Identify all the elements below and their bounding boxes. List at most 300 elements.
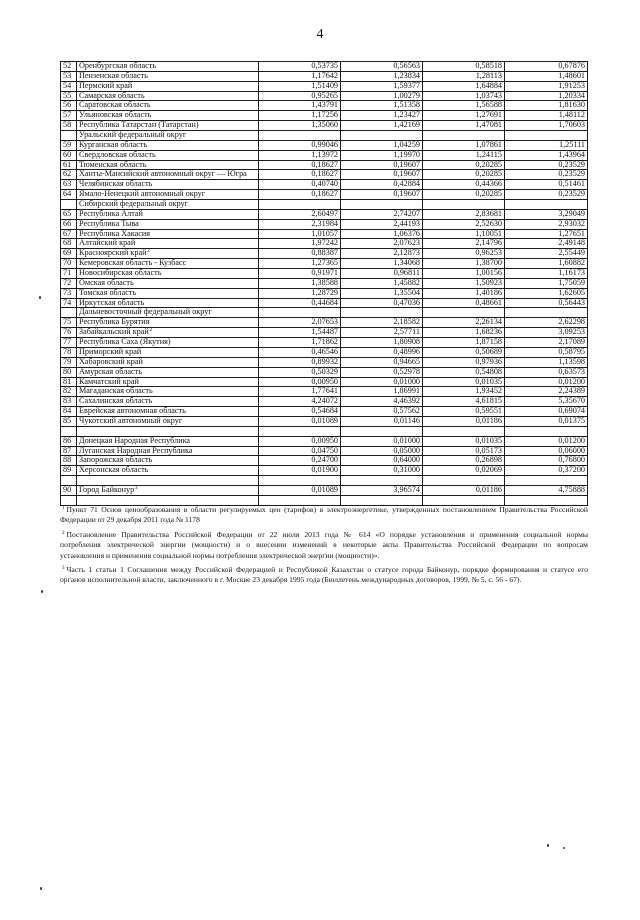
row-number: 76 [61,328,77,338]
value-col-4: 1,62605 [505,289,588,299]
region-name: Свердловская область [79,150,156,159]
region-name-cell [77,486,259,496]
value-col-3: 2,14796 [423,239,505,249]
table-row [61,299,588,309]
region-name: Курганская область [79,140,148,149]
row-number: 87 [61,447,77,457]
region-name-cell [77,190,259,200]
row-number: 68 [61,239,77,249]
value-col-2: 0,19607 [341,170,423,180]
value-col-4: 0,23529 [505,190,588,200]
value-col-4: 0,01375 [505,417,588,427]
value-col-1: 1,01057 [259,230,341,240]
value-col-1: 2,60497 [259,210,341,220]
footnote-text: установления и применения социальной нормы потребления электрической энергии (мощности)». [60,550,380,560]
value-col-3: 1,87158 [423,338,505,348]
value-col-4 [505,476,588,486]
value-col-4 [505,131,588,141]
row-number: 71 [61,269,77,279]
value-col-1: 1,28729 [259,289,341,299]
value-col-3: 1,64884 [423,82,505,92]
footnotes [60,505,588,586]
row-number: 83 [61,397,77,407]
region-name-cell [77,466,259,476]
value-col-3: 0,01186 [423,486,505,496]
value-col-1: 0,54684 [259,407,341,417]
value-col-1: 0,24700 [259,456,341,466]
table-row [61,407,588,417]
value-col-2: 0,48996 [341,348,423,358]
value-col-2: 1,80908 [341,338,423,348]
region-name: Тюменская область [79,160,147,169]
region-name-cell [77,220,259,230]
table-row [61,161,588,171]
region-name: Республика Алтай [79,209,143,218]
value-col-3: 0,97936 [423,358,505,368]
value-col-2: 0,47036 [341,299,423,309]
value-col-4: 2,17089 [505,338,588,348]
region-name: Республика Хакасия [79,229,151,238]
value-col-4: 2,24389 [505,387,588,397]
region-name: Красноярский край [79,249,147,258]
row-number: 69 [61,249,77,259]
value-col-2: 2,18582 [341,318,423,328]
value-col-2: 1,51358 [341,101,423,111]
value-col-3: 0,05173 [423,447,505,457]
footnote-2 [60,530,588,561]
value-col-2: 0,19607 [341,190,423,200]
value-col-1: 1,54487 [259,328,341,338]
region-name-cell [77,141,259,151]
value-col-1: 1,97242 [259,239,341,249]
table-row [61,72,588,82]
value-col-1: 0,44684 [259,299,341,309]
value-col-4: 0,23529 [505,170,588,180]
value-col-4: 1,48112 [505,111,588,121]
scan-speck [40,887,42,890]
value-col-2: 1,42169 [341,121,423,131]
value-col-3: 0,59551 [423,407,505,417]
value-col-2: 2,57711 [341,328,423,338]
region-name-cell [77,378,259,388]
value-col-4: 1,91253 [505,82,588,92]
row-number: 85 [61,417,77,427]
row-number: 72 [61,279,77,289]
value-col-4: 0,69074 [505,407,588,417]
row-number: 70 [61,259,77,269]
value-col-1: 0,95265 [259,92,341,102]
value-col-2: 1,86991 [341,387,423,397]
section-row [61,308,588,318]
district-name: Сибирский федеральный округ [79,200,188,209]
row-number: 86 [61,437,77,447]
value-col-3: 0,20285 [423,190,505,200]
value-col-3: 1,03743 [423,92,505,102]
footnote-text: Федерации от 29 декабря 2011 года № 1178 [60,515,200,525]
row-number: 57 [61,111,77,121]
table-row [61,230,588,240]
region-name-cell [77,447,259,457]
value-col-2 [341,131,423,141]
region-name-cell [77,279,259,289]
value-col-1: 0,00950 [259,378,341,388]
scan-speck [547,844,549,847]
region-name: Город Байконур [79,485,135,494]
region-name-cell [77,476,259,486]
table-row [61,62,588,72]
district-name-cell [77,308,259,318]
row-number: 56 [61,101,77,111]
region-name: Камчатский край [79,377,139,386]
footnote-text: Постановление Правительства Российской Федерации от 22 июля 2013 года № 614 «О порядке установления и применения социальной нормы [66,529,588,539]
table-row [61,239,588,249]
value-col-4: 1,81630 [505,101,588,111]
value-col-1: 0,89932 [259,358,341,368]
region-name-cell [77,230,259,240]
table-row [61,180,588,190]
value-col-3: 0,20285 [423,161,505,171]
value-col-2: 1,00279 [341,92,423,102]
value-col-1: 0,50329 [259,368,341,378]
value-col-1: 1,27365 [259,259,341,269]
page-number: 4 [316,27,324,42]
region-name-cell [77,82,259,92]
value-col-2: 1,35504 [341,289,423,299]
region-name-cell [77,101,259,111]
value-col-3: 2,26134 [423,318,505,328]
region-name: Пензенская область [79,71,148,80]
value-col-2: 1,45882 [341,279,423,289]
table-row [61,170,588,180]
row-number: 58 [61,121,77,131]
value-col-3: 2,52630 [423,220,505,230]
value-col-3: 0,44366 [423,180,505,190]
footnote-text: Часть 1 статьи 1 Соглашения между Российской Федерацией и Республикой Казахстан о статусе города Байконур, порядке формирования и статусе его [66,565,588,575]
section-row [61,200,588,210]
region-name: Херсонская область [79,466,149,475]
footnote-mark: 3 [62,566,65,572]
value-col-3: 0,96253 [423,249,505,259]
region-name: Магаданская область [79,387,153,396]
value-col-1: 2,31984 [259,220,341,230]
row-number: 77 [61,338,77,348]
value-col-3: 1,50923 [423,279,505,289]
value-col-1: 1,17256 [259,111,341,121]
value-col-3: 1,93452 [423,387,505,397]
table-row [61,378,588,388]
value-col-4: 1,25111 [505,141,588,151]
row-number: 64 [61,190,77,200]
row-number: 53 [61,72,77,82]
row-number [61,200,77,210]
footnote-ref: 2 [147,249,150,255]
region-name: Республика Бурятия [79,318,150,327]
row-number: 89 [61,466,77,476]
scan-speck [39,296,41,299]
value-col-1 [259,427,341,437]
value-col-3: 0,01035 [423,378,505,388]
value-col-4: 5,35670 [505,397,588,407]
value-col-2: 2,07623 [341,239,423,249]
region-name: Чукотский автономный округ [79,416,183,425]
value-col-4: 1,60882 [505,259,588,269]
value-col-1: 0,01900 [259,466,341,476]
value-col-1: 1,38588 [259,279,341,289]
region-name-cell [77,318,259,328]
region-name-cell [77,407,259,417]
table-row [61,318,588,328]
value-col-3 [423,476,505,486]
value-col-1 [259,131,341,141]
region-name: Республика Тыва [79,219,139,228]
value-col-2: 0,56563 [341,62,423,72]
value-col-3: 1,68236 [423,328,505,338]
region-name: Алтайский край [79,239,136,248]
row-number: 81 [61,378,77,388]
row-number: 65 [61,210,77,220]
row-number: 90 [61,486,77,496]
region-name: Оренбургская область [79,62,157,70]
row-number: 61 [61,161,77,171]
value-col-4: 0,76800 [505,456,588,466]
value-col-4: 3,29049 [505,210,588,220]
value-col-4: 0,37200 [505,466,588,476]
row-number: 59 [61,141,77,151]
scan-speck [563,847,565,849]
value-col-1: 0,01089 [259,417,341,427]
value-col-3: 0,48661 [423,299,505,309]
value-col-3: 0,54808 [423,368,505,378]
region-name: Сахалинская область [79,397,153,406]
table-row [61,358,588,368]
district-name: Дальневосточный федеральный округ [79,308,212,317]
region-name-cell [77,387,259,397]
tariff-table [60,61,588,506]
value-col-4: 0,51461 [505,180,588,190]
table-row [61,151,588,161]
value-col-3: 1,28113 [423,72,505,82]
row-number: 52 [61,62,77,72]
value-col-1: 1,51409 [259,82,341,92]
value-col-3: 0,50689 [423,348,505,358]
value-col-3: 1,24115 [423,151,505,161]
value-col-1: 0,46546 [259,348,341,358]
region-name-cell [77,456,259,466]
region-name-cell [77,249,259,259]
value-col-2: 0,31000 [341,466,423,476]
value-col-4: 0,01200 [505,437,588,447]
row-number: 75 [61,318,77,328]
row-number: 73 [61,289,77,299]
table-row [61,338,588,348]
region-name: Амурская область [79,367,142,376]
region-name-cell [77,358,259,368]
region-name: Еврейская автономная область [79,407,186,416]
region-name: Хабаровский край [79,357,143,366]
value-col-1: 1,35060 [259,121,341,131]
region-name-cell [77,121,259,131]
value-col-4: 3,09253 [505,328,588,338]
blank-row [61,476,588,486]
value-col-1: 0,53735 [259,62,341,72]
value-col-3: 1,27691 [423,111,505,121]
value-col-1: 2,07653 [259,318,341,328]
table-row [61,259,588,269]
value-col-2: 0,57562 [341,407,423,417]
value-col-2: 2,74207 [341,210,423,220]
footnote-line [60,515,588,525]
table-row [61,269,588,279]
blank-row [61,427,588,437]
footnote-line [60,565,588,575]
region-name: Запорожская область [79,456,153,465]
value-col-2: 0,64000 [341,456,423,466]
table-row [61,141,588,151]
table-row [61,397,588,407]
region-name: Забайкальский край [79,328,149,337]
region-name: Новосибирская область [79,269,162,278]
row-number [61,476,77,486]
row-number: 78 [61,348,77,358]
value-col-2: 0,94665 [341,358,423,368]
table-row [61,348,588,358]
value-col-4: 0,58795 [505,348,588,358]
value-col-2: 0,01000 [341,437,423,447]
value-col-3: 0,20285 [423,170,505,180]
table-row [61,190,588,200]
region-name: Ханты-Мансийский автономный округ — Югра [79,170,247,179]
region-name-cell [77,328,259,338]
value-col-3: 0,58518 [423,62,505,72]
footnote-mark: 1 [62,506,65,511]
region-name: Луганская Народная Республика [79,446,193,455]
row-number: 60 [61,151,77,161]
value-col-2 [341,200,423,210]
value-col-3: 0,01186 [423,417,505,427]
region-name-cell [77,437,259,447]
region-name-cell [77,62,259,72]
table-row [61,249,588,259]
value-col-3: 1,40186 [423,289,505,299]
value-col-4: 0,63573 [505,368,588,378]
value-col-1: 0,91971 [259,269,341,279]
row-number: 54 [61,82,77,92]
row-number: 79 [61,358,77,368]
row-number: 67 [61,230,77,240]
value-col-1: 1,13972 [259,151,341,161]
row-number: 55 [61,92,77,102]
value-col-4: 0,56443 [505,299,588,309]
region-name: Кемеровская область - Кузбасс [79,259,187,268]
value-col-4: 2,55449 [505,249,588,259]
value-col-1: 0,18627 [259,190,341,200]
region-name: Челябинская область [79,180,153,189]
section-row [61,131,588,141]
value-col-3: 0,02069 [423,466,505,476]
table-row [61,456,588,466]
table-row [61,486,588,496]
value-col-2: 0,96811 [341,269,423,279]
value-col-3 [423,131,505,141]
value-col-2: 1,04259 [341,141,423,151]
region-name-cell [77,299,259,309]
region-name-cell [77,427,259,437]
value-col-3: 1,00156 [423,269,505,279]
value-col-1: 0,18627 [259,161,341,171]
value-col-1: 0,04750 [259,447,341,457]
region-name-cell [77,92,259,102]
region-name: Республика Татарстан (Татарстан) [79,121,199,130]
value-col-1: 0,18627 [259,170,341,180]
footnote-line [60,575,588,585]
value-col-2: 1,59377 [341,82,423,92]
value-col-4: 2,62298 [505,318,588,328]
value-col-1 [259,200,341,210]
value-col-4: 2,93032 [505,220,588,230]
value-col-1: 1,43791 [259,101,341,111]
value-col-4: 0,67876 [505,62,588,72]
footnote-line [60,540,588,550]
region-name: Томская область [79,288,137,297]
footnote-line [60,505,588,515]
value-col-4: 2,49148 [505,239,588,249]
table-row [61,437,588,447]
value-col-2: 2,44193 [341,220,423,230]
region-name-cell [77,289,259,299]
value-col-1: 1,17642 [259,72,341,82]
value-col-4: 0,23529 [505,161,588,171]
table-row [61,387,588,397]
region-name-cell [77,180,259,190]
table-row [61,368,588,378]
row-number: 66 [61,220,77,230]
region-name: Донецкая Народная Республика [79,436,191,445]
region-name-cell [77,170,259,180]
region-name-cell [77,397,259,407]
table-row [61,289,588,299]
region-name: Самарская область [79,91,145,100]
value-col-4: 0,06000 [505,447,588,457]
value-col-3: 4,61815 [423,397,505,407]
table-row [61,111,588,121]
footnote-3 [60,565,588,586]
value-col-2: 0,42884 [341,180,423,190]
value-col-1: 0,01089 [259,486,341,496]
value-col-4: 1,20334 [505,92,588,102]
value-col-2: 0,01000 [341,378,423,388]
region-name: Ямало-Ненецкий автономный округ [79,190,206,199]
region-name-cell [77,259,259,269]
region-name-cell [77,417,259,427]
region-name: Приморский край [79,347,142,356]
row-number: 82 [61,387,77,397]
value-col-4: 4,75888 [505,486,588,496]
value-col-4: 1,48601 [505,72,588,82]
district-name-cell [77,200,259,210]
value-col-4: 1,75059 [505,279,588,289]
table-row [61,220,588,230]
value-col-4: 1,16173 [505,269,588,279]
region-name-cell [77,239,259,249]
value-col-2 [341,427,423,437]
region-name-cell [77,269,259,279]
value-col-3: 1,10051 [423,230,505,240]
value-col-2 [341,308,423,318]
row-number: 63 [61,180,77,190]
region-name: Иркутская область [79,298,145,307]
value-col-2: 1,23834 [341,72,423,82]
value-col-3: 2,83681 [423,210,505,220]
